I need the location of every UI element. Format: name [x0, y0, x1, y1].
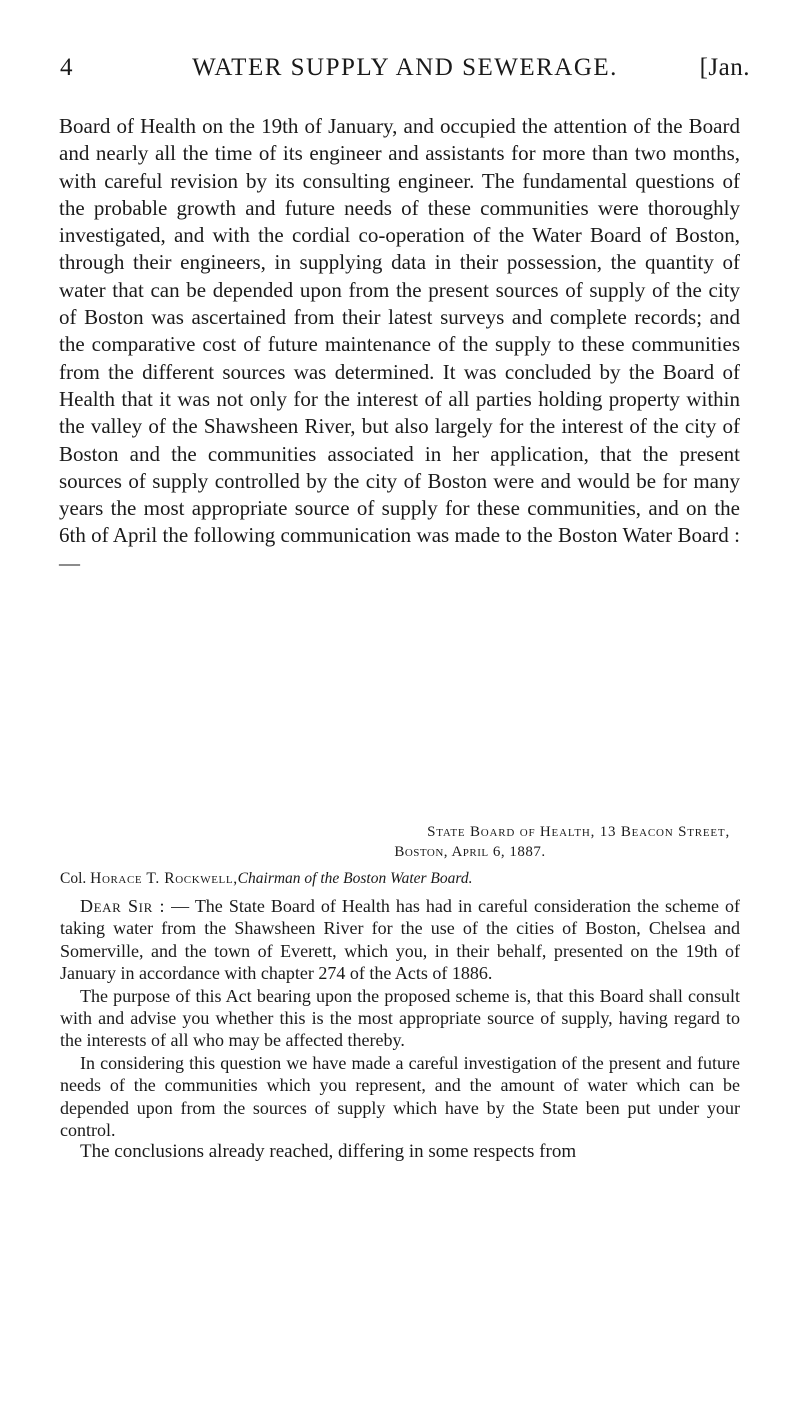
letter-paragraph-4: The conclusions already reached, differing in some respects from: [80, 1141, 577, 1163]
letter-paragraph-3: In considering this question we have made a careful investigation of the present and future needs of the communities which you represent, and the amount of water which can be depended upon from the sources of supply which have by the State been put under your control.: [60, 1052, 740, 1141]
letter-addressee: [60, 869, 750, 889]
addressee-prefix: Col.: [60, 870, 87, 887]
page-header: [60, 54, 750, 94]
main-text: [59, 113, 740, 577]
letter-body: [60, 895, 740, 1164]
salutation: Dear Sir :: [80, 896, 166, 916]
header-month: [Jan.: [699, 54, 750, 81]
letter-paragraph-1: [60, 895, 740, 985]
letter-p1-text: — The State Board of Health has had in careful consideration the scheme of taking water from the Shawsheen River for the use of the cities of Boston, Chelsea and Somerville, and the town of Everett, which you, in their behalf, presented on the 19th of January in accordance with chapter 274 of the Acts of 1886.: [60, 896, 740, 984]
address-line-1: State Board of Health, 13 Beacon Street,: [427, 824, 730, 840]
letter-address: [60, 822, 750, 862]
running-title: WATER SUPPLY AND SEWERAGE.: [192, 54, 618, 81]
body-paragraph: Board of Health on the 19th of January, and occupied the attention of the Board and nearly all the time of its engineer and assistants for more than two months, with careful revision by its consulting engineer. The fundamental questions of the probable growth and future needs of these communities were thoroughly investigated, and with the cordial co-operation of the Water Board of Boston, through their engineers, in supplying data in their possession, the quantity of water that can be depended upon from the present sources of supply of the city of Boston was ascertained from their latest surveys and complete records; and the comparative cost of future maintenance of the supply to these communities from the different sources was determined. It was concluded by the Board of Health that it was not only for the interest of all parties holding property within the valley of the Shawsheen River, but also largely for the interest of the city of Boston and the communities associated in her application, that the present sources of supply controlled by the city of Boston were and would be for many years the most appropriate source of supply for these communities, and on the 6th of April the following communication was made to the Boston Water Board : —: [59, 114, 740, 575]
address-line-2: Boston, April 6, 1887.: [394, 844, 546, 860]
page-number: 4: [60, 54, 73, 81]
addressee-title: Chairman of the Boston Water Board.: [237, 870, 473, 887]
addressee-name: Horace T. Rockwell,: [90, 870, 238, 887]
letter-paragraph-2: The purpose of this Act bearing upon the proposed scheme is, that this Board shall consult with and advise you whether this is the most appropriate source of supply, having regard to the interests of all who may be affected thereby.: [60, 985, 740, 1051]
